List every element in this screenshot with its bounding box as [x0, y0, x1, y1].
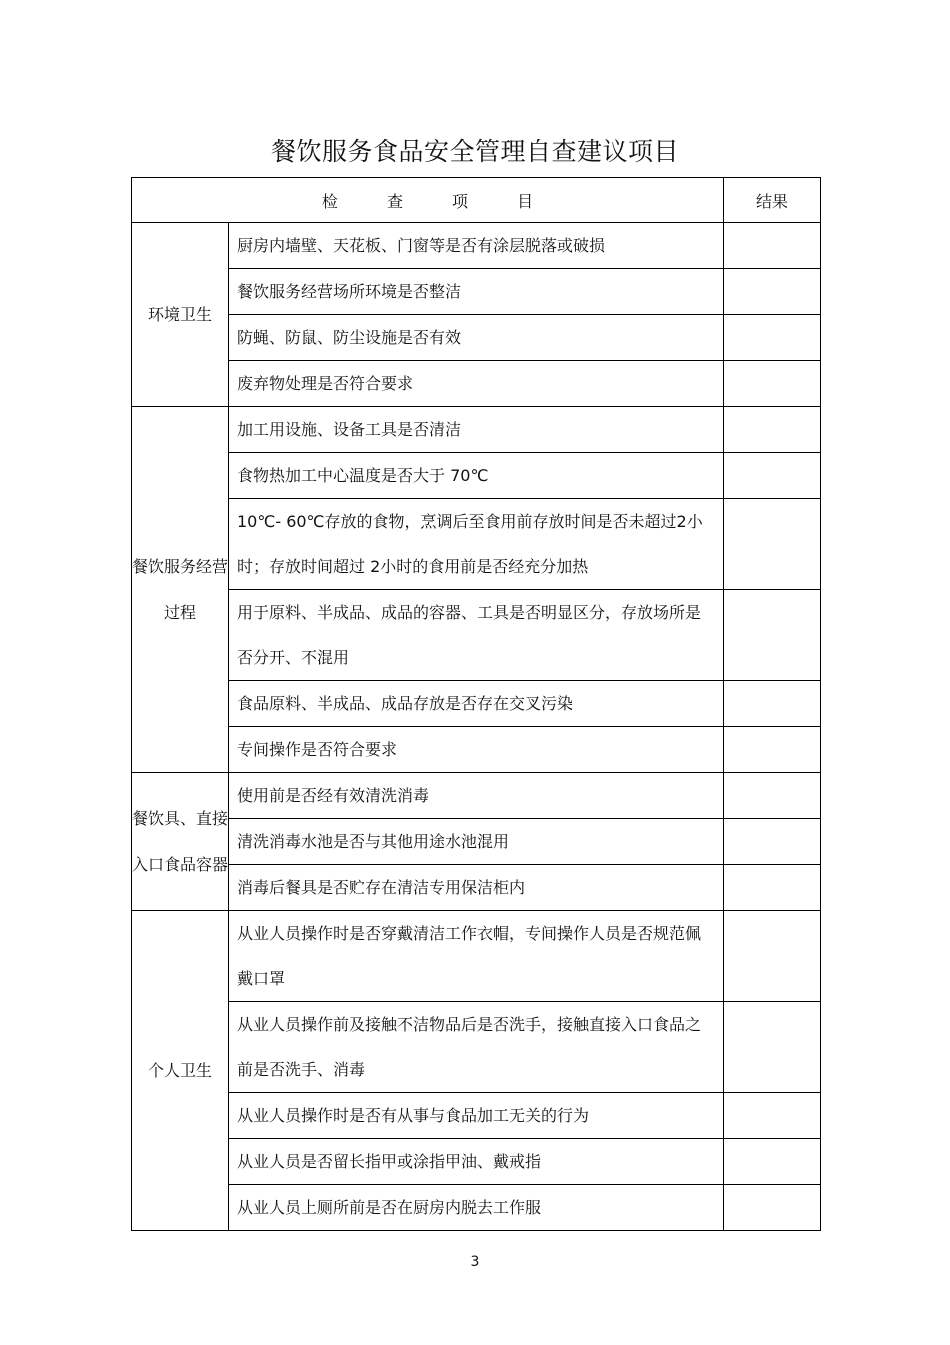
result-cell[interactable] [724, 269, 821, 315]
table-row [132, 1002, 821, 1093]
table-row [132, 223, 821, 269]
table-row [132, 773, 821, 819]
check-item: 食物热加工中心温度是否大于 70℃ [229, 453, 724, 499]
table-row [132, 819, 821, 865]
check-item: 10℃- 60℃存放的食物，烹调后至食用前存放时间是否未超过2小时；存放时间超过 2小时的食用前是否经充分加热 [229, 499, 724, 590]
result-cell[interactable] [724, 407, 821, 453]
inspection-table [131, 177, 821, 1231]
table-row [132, 499, 821, 590]
table-row [132, 681, 821, 727]
check-item: 专间操作是否符合要求 [229, 727, 724, 773]
table-row [132, 361, 821, 407]
result-cell[interactable] [724, 223, 821, 269]
table-row [132, 407, 821, 453]
check-item: 从业人员操作时是否有从事与食品加工无关的行为 [229, 1093, 724, 1139]
check-item: 用于原料、半成品、成品的容器、工具是否明显区分，存放场所是否分开、不混用 [229, 590, 724, 681]
result-cell[interactable] [724, 590, 821, 681]
result-cell[interactable] [724, 865, 821, 911]
check-item: 使用前是否经有效清洗消毒 [229, 773, 724, 819]
table-row [132, 453, 821, 499]
check-item: 从业人员操作前及接触不洁物品后是否洗手，接触直接入口食品之前是否洗手、消毒 [229, 1002, 724, 1093]
table-header-row [132, 178, 821, 223]
check-item: 加工用设施、设备工具是否清洁 [229, 407, 724, 453]
result-cell[interactable] [724, 1139, 821, 1185]
document-title: 餐饮服务食品安全管理自查建议项目 [270, 137, 679, 166]
table-row [132, 1139, 821, 1185]
result-cell[interactable] [724, 453, 821, 499]
result-cell[interactable] [724, 911, 821, 1002]
category-utensils: 餐饮具、直接入口食品容器 [132, 773, 229, 911]
check-item: 清洗消毒水池是否与其他用途水池混用 [229, 819, 724, 865]
table-row [132, 911, 821, 1002]
table-row [132, 1093, 821, 1139]
category-personal-hygiene: 个人卫生 [132, 911, 229, 1231]
table-row [132, 315, 821, 361]
result-cell[interactable] [724, 819, 821, 865]
table-row [132, 269, 821, 315]
category-environment: 环境卫生 [132, 223, 229, 407]
result-cell[interactable] [724, 499, 821, 590]
header-items: 检 查 项 目 [132, 178, 724, 223]
table-row [132, 590, 821, 681]
check-item: 食品原料、半成品、成品存放是否存在交叉污染 [229, 681, 724, 727]
result-cell[interactable] [724, 727, 821, 773]
category-process: 餐饮服务经营过程 [132, 407, 229, 773]
result-cell[interactable] [724, 773, 821, 819]
result-cell[interactable] [724, 1002, 821, 1093]
check-item: 从业人员是否留长指甲或涂指甲油、戴戒指 [229, 1139, 724, 1185]
check-item: 消毒后餐具是否贮存在清洁专用保洁柜内 [229, 865, 724, 911]
table-row [132, 1185, 821, 1231]
result-cell[interactable] [724, 315, 821, 361]
result-cell[interactable] [724, 1185, 821, 1231]
check-item: 厨房内墙壁、天花板、门窗等是否有涂层脱落或破损 [229, 223, 724, 269]
check-item: 从业人员上厕所前是否在厨房内脱去工作服 [229, 1185, 724, 1231]
check-item: 废弃物处理是否符合要求 [229, 361, 724, 407]
check-item: 餐饮服务经营场所环境是否整洁 [229, 269, 724, 315]
result-cell[interactable] [724, 361, 821, 407]
table-row [132, 727, 821, 773]
result-cell[interactable] [724, 1093, 821, 1139]
table-row [132, 865, 821, 911]
result-cell[interactable] [724, 681, 821, 727]
header-result: 结果 [724, 178, 821, 223]
check-item: 从业人员操作时是否穿戴清洁工作衣帽，专间操作人员是否规范佩戴口罩 [229, 911, 724, 1002]
check-item: 防蝇、防鼠、防尘设施是否有效 [229, 315, 724, 361]
page-number: 3 [470, 1254, 480, 1270]
